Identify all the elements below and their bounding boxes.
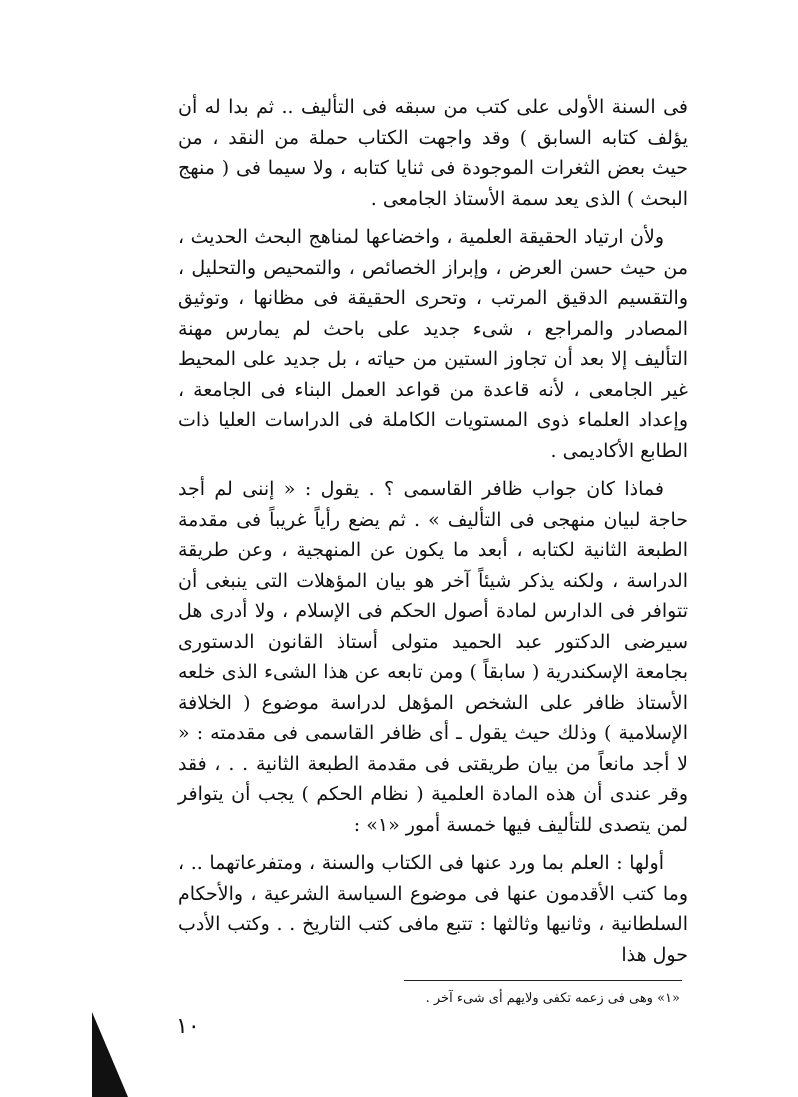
footnote: «١» وهى فى زعمه تكفى ولايهم أى شىء آخر . xyxy=(425,991,680,1006)
paragraph-3: فماذا كان جواب ظافر القاسمى ؟ . يقول : « إننى لم أجد حاجة لبيان منهجى فى التأليف » . ثم يضع رأياً غريباً فى مقدمة الطبعة الثانية لكتابه ، أبعد ما يكون عن المنهجية ، وعن طريقة الدراسة ، ولكنه يذكر شيئاً آخر هو بيان المؤهلات التى ينبغى أن تتوافر فى الدارس لمادة أصول الحكم فى الإسلام ، ولا أدرى هل سيرضى الدكتور عبد الحميد متولى أستاذ القانون الدستورى بجامعة الإسكندرية ( سابقاً ) ومن تابعه عن هذا الشىء الذى خلعه الأستاذ ظافر على الشخص المؤهل لدراسة موضوع ( الخلافة الإسلامية ) وذلك حيث يقول ـ أى ظافر القاسمى فى مقدمته : « لا أجد مانعاً من بيان طريقتى فى مقدمة الطبعة الثانية . . ، فقد وقر عندى أن هذه المادة العلمية ( نظام الحكم ) يجب أن يتوافر لمن يتصدى للتأليف فيها خمسة أمور «١» : xyxy=(178,478,688,836)
paragraph-2: ولأن ارتياد الحقيقة العلمية ، واخضاعها لمناهج البحث الحديث ، من حيث حسن العرض ، وإبراز الخصائص ، والتمحيص والتحليل ، والتقسيم الدقيق المرتب ، وتحرى الحقيقة فى مظانها ، وتوثيق المصادر والمراجع ، شىء جديد على باحث لم يمارس مهنة التأليف إلا بعد أن تجاوز الستين من حياته ، بل جديد على المحيط غير الجامعى ، لأنه قاعدة من قواعد العمل البناء فى الجامعة ، وإعداد العلماء ذوى المستويات الكاملة فى الدراسات العليا ذات الطابع الأكاديمى . xyxy=(178,226,688,462)
paragraph-1: فى السنة الأولى على كتب من سبقه فى التأليف .. ثم بدا له أن يؤلف كتابه السابق ) وقد واجهت الكتاب حملة من النقد ، من حيث بعض الثغرات الموجودة فى ثنايا كتابه ، ولا سيما فى ( منهج البحث ) الذى يعد سمة الأستاذ الجامعى . xyxy=(178,96,688,210)
page-number: ١٠ xyxy=(176,1014,200,1039)
paragraph-4: أولها : العلم بما ورد عنها فى الكتاب والسنة ، ومتفرعاتهما .. ، وما كتب الأقدمون عنها فى موضوع السياسة الشرعية ، والأحكام السلطانية ، وثانيها وثالثها : تتبع مافى كتب التاريخ . . وكتب الأدب حول هذا xyxy=(178,852,688,966)
footnote-separator xyxy=(404,980,682,981)
body-text xyxy=(178,92,688,978)
